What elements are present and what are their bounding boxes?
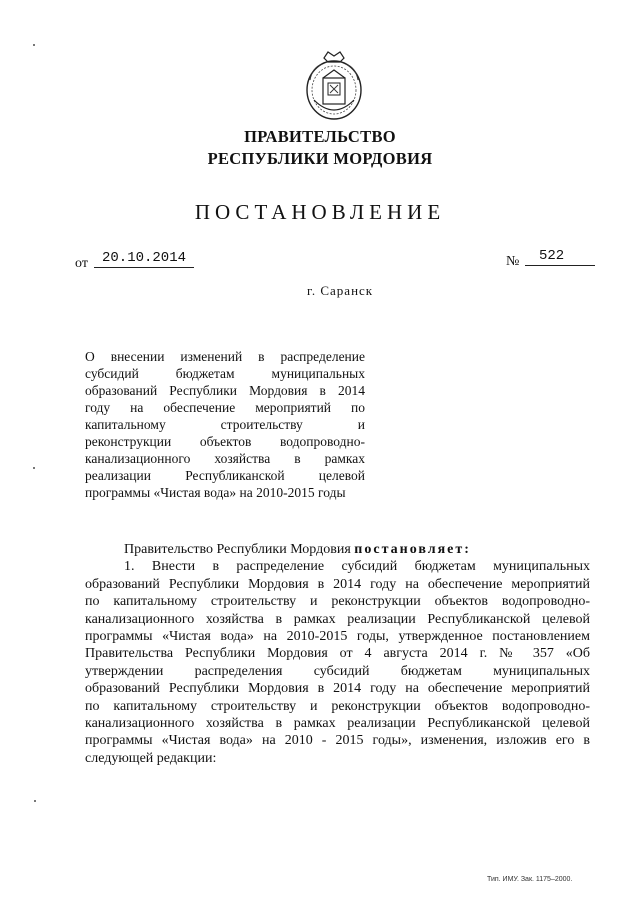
republic-title: РЕСПУБЛИКИ МОРДОВИЯ: [207, 149, 433, 168]
body-line: по капитальному строительству и реконструкции объектов водопроводно-: [85, 594, 590, 610]
body-line: 1. Внести в распределение субсидий бюджетам муниципальных: [124, 559, 590, 575]
subject-line: капитальному строительству и: [85, 417, 365, 432]
body-line: по капитальному строительству и реконструкции объектов водопроводно-: [85, 698, 590, 714]
print-footer: Тип. ИМУ. Зак. 1175–2000.: [487, 876, 573, 883]
scan-speck: [33, 44, 35, 46]
intro-text: Правительство Республики Мордовия: [124, 542, 351, 557]
subject-line: реконструкции объектов водопроводно-: [85, 434, 365, 449]
body-intro: [85, 541, 590, 558]
date-label: от: [75, 256, 88, 271]
body-line: канализационного хозяйства в рамках реализации Республиканской целевой: [85, 611, 590, 627]
body-line: программы «Чистая вода» на 2010 - 2015 годы», изменения, изложив его в: [85, 733, 590, 749]
number-label: №: [506, 254, 520, 269]
subject-line: субсидий бюджетам муниципальных: [85, 366, 365, 381]
subject-line: программы «Чистая вода» на 2010-2015 годы: [85, 485, 346, 500]
government-title: ПРАВИТЕЛЬСТВО: [244, 127, 396, 146]
body-line: следующей редакции:: [85, 750, 217, 766]
scan-speck: [34, 800, 36, 802]
body-line: утверждении распределения субсидий бюджетам муниципальных: [85, 663, 590, 679]
body-line: образований Республики Мордовия в 2014 году на обеспечение мероприятий: [85, 681, 590, 697]
subject-line: канализационного хозяйства в рамках: [85, 451, 365, 466]
document-date: 20.10.2014: [94, 249, 194, 268]
subject-line: реализации Республиканской целевой: [85, 468, 365, 483]
subject-line: О внесении изменений в распределение: [85, 349, 365, 364]
coat-of-arms-emblem: [302, 48, 366, 124]
subject-line: году на обеспечение мероприятий по: [85, 400, 365, 415]
document-number: 522: [525, 247, 595, 266]
body-line: канализационного хозяйства в рамках реализации Республиканской целевой: [85, 715, 590, 731]
subject-line: образований Республики Мордовия в 2014: [85, 383, 365, 398]
document-body: [85, 541, 590, 767]
body-line: образований Республики Мордовия в 2014 году на обеспечение мероприятий: [85, 576, 590, 592]
intro-decree-word: постановляет:: [354, 542, 471, 557]
city-name: г. Саранск: [307, 283, 374, 298]
document-type-heading: ПОСТАНОВЛЕНИЕ: [194, 200, 446, 224]
body-line: программы «Чистая вода» на 2010-2015 годы, утвержденное постановлением: [85, 628, 590, 644]
body-line: Правительства Республики Мордовия от 4 августа 2014 г. № 357 «Об: [85, 646, 590, 662]
scan-speck: [33, 467, 35, 469]
document-subject: [85, 348, 365, 501]
